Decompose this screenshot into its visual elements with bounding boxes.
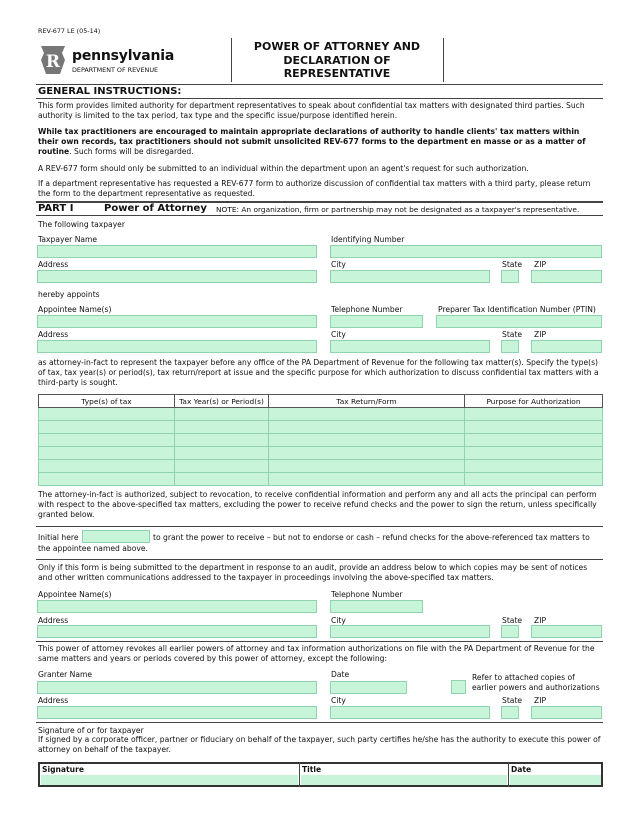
date-label: Date (511, 765, 532, 774)
address-label: Address (38, 330, 69, 339)
city-label: City (331, 616, 346, 625)
taxpayer-zip-field[interactable] (531, 270, 602, 283)
address-label: Address (38, 696, 69, 705)
appointee-address-field[interactable] (37, 340, 317, 353)
granter-date-field[interactable] (330, 681, 407, 694)
address-label: Address (38, 616, 69, 625)
ptin-field[interactable] (436, 315, 602, 328)
following-taxpayer-text: The following taxpayer (38, 220, 125, 229)
tax-matters-table (38, 394, 603, 486)
appointee-state-field[interactable] (501, 340, 519, 353)
initial-text: to grant the power to receive – but not to endorse or cash – refund checks for the above-referenced tax matters to (153, 533, 590, 542)
title-label: Title (302, 765, 322, 774)
initial-field[interactable] (82, 530, 150, 543)
table-header: Tax Year(s) or Period(s) (175, 395, 269, 408)
granter-name-field[interactable] (37, 681, 317, 694)
svg-text:R: R (45, 52, 61, 72)
appointee-name-label: Appointee Name(s) (38, 590, 112, 599)
identifying-number-field[interactable] (330, 245, 602, 258)
granter-name-label: Granter Name (38, 670, 93, 679)
zip-label: ZIP (534, 330, 547, 339)
granter-zip-field[interactable] (531, 706, 602, 719)
zip-label: ZIP (534, 616, 547, 625)
form-title: POWER OF ATTORNEY AND DECLARATION OF REPRESENTATIVE (253, 40, 421, 80)
appointee-zip-field[interactable] (531, 340, 602, 353)
gi-p1: This form provides limited authority for department representatives to speak about confidential tax matters with designated third parties. Such authority is limited to the tax period, tax type and the specific issue/purpose identified herein. (38, 101, 585, 121)
granter-state-field[interactable] (501, 706, 519, 719)
taxpayer-name-label: Taxpayer Name (38, 235, 98, 244)
zip-label: ZIP (534, 696, 547, 705)
state-label: State (502, 696, 523, 705)
address-label: Address (38, 260, 69, 269)
gi-p2: While tax practitioners are encouraged to maintain appropriate declarations of authority to handle clients' tax matters within their own records, tax practitioners should not submit unsolicited REV-677 forms to the department en masse or as a matter of routine. Such forms will be disregarded. (38, 127, 586, 157)
refer-attached-checkbox[interactable] (451, 680, 466, 694)
table-header: Purpose for Authorization (465, 395, 603, 408)
revoke-text: This power of attorney revokes all earlier powers of attorney and tax information authorizations on file with the PA Department of Revenue for the same matters and years or periods covered by this power of attorney, except the following: (38, 644, 595, 664)
refer-text-2: earlier powers and authorizations (472, 683, 600, 692)
initial-text-2: the appointee named above. (38, 544, 148, 553)
refer-text: Refer to attached copies of (472, 673, 575, 682)
date-label: Date (331, 670, 350, 679)
logo-name: pennsylvania (72, 48, 175, 64)
table-row (39, 434, 603, 447)
table-row (39, 460, 603, 473)
granter-address-field[interactable] (37, 706, 317, 719)
pa-keystone-logo-icon (38, 45, 68, 75)
state-label: State (502, 330, 523, 339)
table-row (39, 473, 603, 486)
telephone-label: Telephone Number (331, 590, 403, 599)
gi-heading: GENERAL INSTRUCTIONS: (38, 86, 182, 97)
audit-city-field[interactable] (330, 625, 490, 638)
city-label: City (331, 696, 346, 705)
part1-note: NOTE: An organization, firm or partnership may not be designated as a taxpayer's representative. (216, 205, 580, 214)
form-code: REV-677 LE (05-14) (38, 27, 101, 35)
table-row (39, 421, 603, 434)
audit-appointee-field[interactable] (37, 600, 317, 613)
appointee-name-label: Appointee Name(s) (38, 305, 112, 314)
table-header: Type(s) of tax (39, 395, 175, 408)
taxpayer-name-field[interactable] (37, 245, 317, 258)
telephone-field[interactable] (330, 315, 423, 328)
gi-p3: A REV-677 form should only be submitted to an individual within the department upon an agent's request for such authorization. (38, 164, 529, 173)
appointee-city-field[interactable] (330, 340, 490, 353)
logo-dept: DEPARTMENT OF REVENUE (72, 66, 159, 74)
audit-zip-field[interactable] (531, 625, 602, 638)
granter-city-field[interactable] (330, 706, 490, 719)
part1-title: Power of Attorney (104, 203, 207, 214)
taxpayer-city-field[interactable] (330, 270, 490, 283)
table-header: Tax Return/Form (269, 395, 465, 408)
signature-label: Signature (42, 765, 84, 774)
zip-label: ZIP (534, 260, 547, 269)
hereby-appoints-text: hereby appoints (38, 290, 100, 299)
audit-telephone-field[interactable] (330, 600, 423, 613)
initial-here-label: Initial here (38, 533, 79, 542)
attorney-in-fact-text: as attorney-in-fact to represent the taxpayer before any office of the PA Department of Revenue for the following tax matter(s). Specify the type(s) of tax, tax year(s) or period(s), tax return/report at issue and the specific purpose for which authorization to discuss confidential tax matters with a third-party is sought. (38, 358, 599, 388)
audit-address-field[interactable] (37, 625, 317, 638)
gi-p4: If a department representative has requested a REV-677 form to authorize discussion of confidential tax matters with a third party, please return the form to the department representative as requested. (38, 179, 591, 199)
appointee-name-field[interactable] (37, 315, 317, 328)
ptin-label: Preparer Tax Identification Number (PTIN) (438, 305, 596, 314)
title-field[interactable] (301, 775, 507, 785)
telephone-label: Telephone Number (331, 305, 403, 314)
state-label: State (502, 260, 523, 269)
identifying-number-label: Identifying Number (331, 235, 405, 244)
authorized-text: The attorney-in-fact is authorized, subject to revocation, to receive confidential information and perform any and all acts the principal can perform with respect to the above-specified tax matters, excluding the power to receive refund checks and the power to sign the return, unless specifically granted below. (38, 490, 597, 520)
date-field[interactable] (510, 775, 601, 785)
taxpayer-address-field[interactable] (37, 270, 317, 283)
audit-text: Only if this form is being submitted to the department in response to an audit, provide an address below to which copies may be sent of notices and other written communications addressed to the taxpayer in proceedings involving the above-specified tax matters. (38, 563, 588, 583)
audit-state-field[interactable] (501, 625, 519, 638)
city-label: City (331, 330, 346, 339)
city-label: City (331, 260, 346, 269)
signature-text: If signed by a corporate officer, partner or fiduciary on behalf of the taxpayer, such party certifies he/she has the authority to execute this power of attorney on behalf of the taxpayer. (38, 735, 601, 755)
table-row (39, 408, 603, 421)
signature-field[interactable] (41, 775, 298, 785)
part1-label: PART I (38, 203, 74, 214)
signature-heading: Signature of or for taxpayer (38, 726, 144, 735)
table-row (39, 447, 603, 460)
state-label: State (502, 616, 523, 625)
taxpayer-state-field[interactable] (501, 270, 519, 283)
divider (443, 38, 444, 82)
